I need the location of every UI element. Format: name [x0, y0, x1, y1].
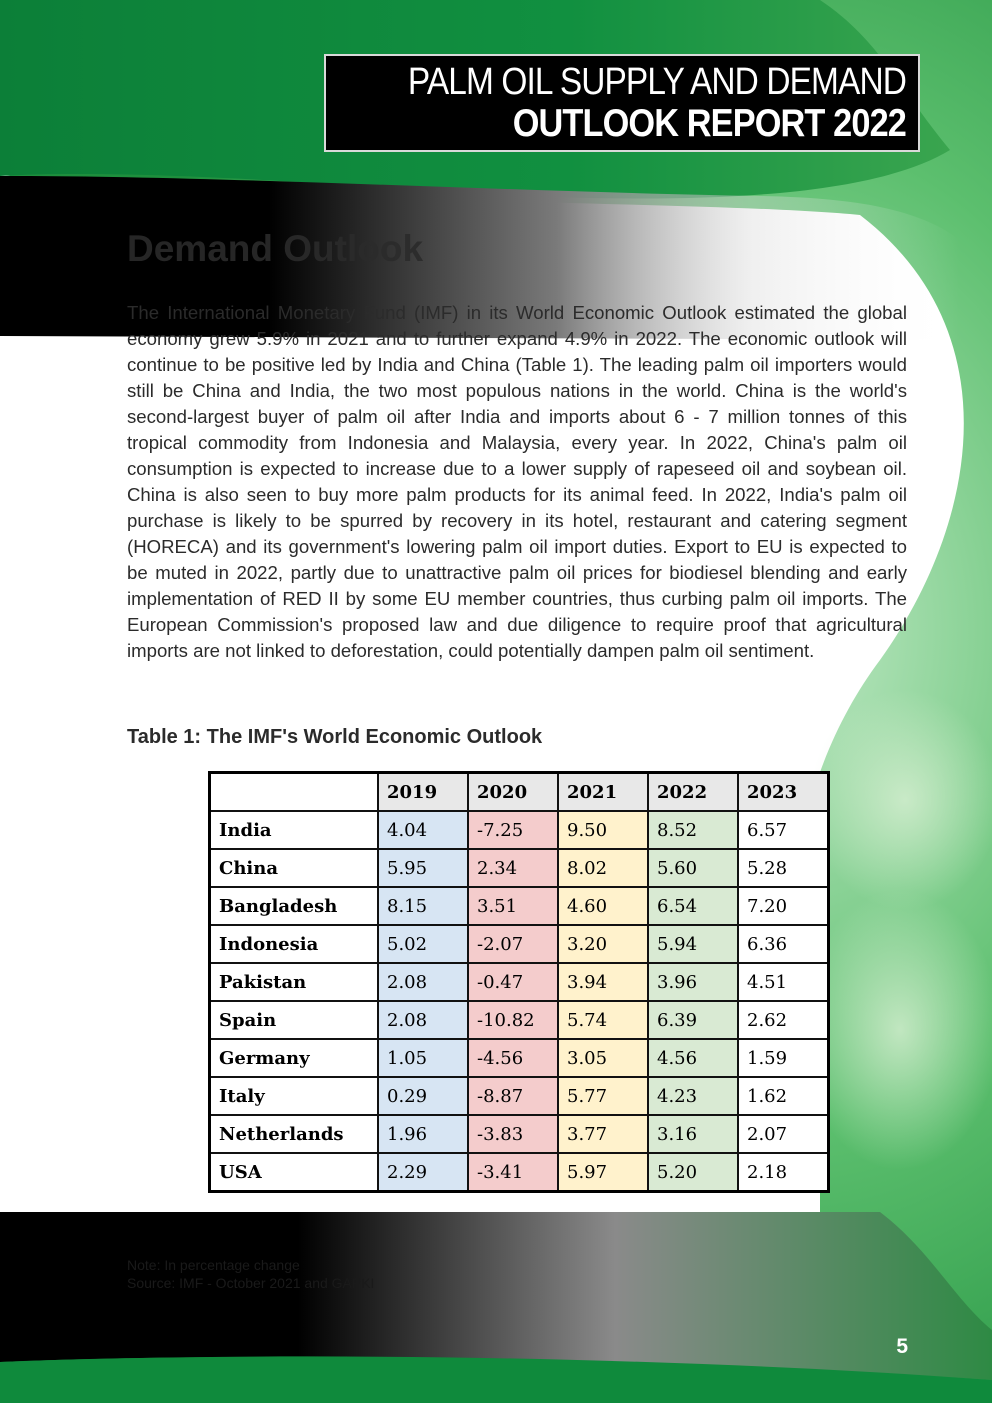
value-cell: 1.05 [378, 1039, 468, 1077]
value-cell: 6.54 [648, 887, 738, 925]
country-cell: China [210, 849, 379, 887]
value-cell: 0.29 [378, 1077, 468, 1115]
value-cell: 3.94 [558, 963, 648, 1001]
value-cell: 3.96 [648, 963, 738, 1001]
value-cell: -3.41 [468, 1153, 558, 1192]
value-cell: -7.25 [468, 811, 558, 849]
value-cell: 2.34 [468, 849, 558, 887]
table-row [210, 1115, 829, 1153]
table-header-cell: 2022 [648, 773, 738, 812]
value-cell: 3.16 [648, 1115, 738, 1153]
report-title-line1: PALM OIL SUPPLY AND DEMAND [407, 61, 906, 103]
table-row [210, 849, 829, 887]
value-cell: 6.36 [738, 925, 829, 963]
value-cell: 8.02 [558, 849, 648, 887]
value-cell: 5.94 [648, 925, 738, 963]
section-heading: Demand Outlook [127, 228, 424, 269]
value-cell: 6.39 [648, 1001, 738, 1039]
value-cell: 1.96 [378, 1115, 468, 1153]
value-cell: 2.62 [738, 1001, 829, 1039]
country-cell: USA [210, 1153, 379, 1192]
value-cell: 2.07 [738, 1115, 829, 1153]
value-cell: 1.59 [738, 1039, 829, 1077]
value-cell: 2.08 [378, 963, 468, 1001]
value-cell: 7.20 [738, 887, 829, 925]
value-cell: 5.77 [558, 1077, 648, 1115]
value-cell: 3.20 [558, 925, 648, 963]
value-cell: -4.56 [468, 1039, 558, 1077]
report-title-banner [324, 54, 920, 152]
table-header-cell: 2021 [558, 773, 648, 812]
value-cell: -3.83 [468, 1115, 558, 1153]
table-row [210, 963, 829, 1001]
value-cell: 4.04 [378, 811, 468, 849]
country-cell: Netherlands [210, 1115, 379, 1153]
value-cell: 5.20 [648, 1153, 738, 1192]
value-cell: 1.62 [738, 1077, 829, 1115]
country-cell: Germany [210, 1039, 379, 1077]
table-notes [127, 1256, 374, 1292]
value-cell: 3.77 [558, 1115, 648, 1153]
value-cell: 6.57 [738, 811, 829, 849]
value-cell: 5.02 [378, 925, 468, 963]
note-text: Note: In percentage change [127, 1257, 300, 1273]
country-cell: Bangladesh [210, 887, 379, 925]
section-body-paragraph: The International Monetary Fund (IMF) in its World Economic Outlook estimated the global economy grew 5.9% in 2021 and to further expand 4.9% in 2022. The economic outlook will continue to be positive led by India and China (Table 1). The leading palm oil importers would still be China and India, the two most populous nations in the world. China is the world's second-largest buyer of palm oil after India and imports about 6 - 7 million tonnes of this tropical commodity from Indonesia and Malaysia, every year. In 2022, China's palm oil consumption is expected to increase due to a lower supply of rapeseed oil and soybean oil. China is also seen to buy more palm products for its animal feed. In 2022, India's palm oil purchase is likely to be spurred by recovery in its hotel, restaurant and catering segment (HORECA) and its government's lowering palm oil import duties. Export to EU is expected to be muted in 2022, partly due to unattractive palm oil prices for biodiesel blending and early implementation of RED II by some EU member countries, thus curbing palm oil imports. The European Commission's proposed law and due diligence to require proof that agricultural imports are not linked to deforestation, could potentially dampen palm oil sentiment. [127, 302, 907, 661]
value-cell: 3.51 [468, 887, 558, 925]
table-header-cell: 2019 [378, 773, 468, 812]
value-cell: 8.15 [378, 887, 468, 925]
country-cell: Spain [210, 1001, 379, 1039]
value-cell: 2.18 [738, 1153, 829, 1192]
value-cell: 4.23 [648, 1077, 738, 1115]
table-header-cell [210, 773, 379, 812]
table-header-cell: 2020 [468, 773, 558, 812]
country-cell: Italy [210, 1077, 379, 1115]
table-row [210, 925, 829, 963]
table-row [210, 1077, 829, 1115]
country-cell: Pakistan [210, 963, 379, 1001]
value-cell: 4.56 [648, 1039, 738, 1077]
value-cell: 2.08 [378, 1001, 468, 1039]
value-cell: -2.07 [468, 925, 558, 963]
value-cell: 3.05 [558, 1039, 648, 1077]
table-row [210, 811, 829, 849]
imf-outlook-table [208, 771, 830, 1193]
value-cell: 2.29 [378, 1153, 468, 1192]
value-cell: 8.52 [648, 811, 738, 849]
value-cell: 5.74 [558, 1001, 648, 1039]
value-cell: 9.50 [558, 811, 648, 849]
table-row [210, 1153, 829, 1192]
country-cell: India [210, 811, 379, 849]
value-cell: 4.60 [558, 887, 648, 925]
value-cell: 4.51 [738, 963, 829, 1001]
page-number: 5 [896, 1335, 908, 1358]
value-cell: 5.28 [738, 849, 829, 887]
value-cell: -10.82 [468, 1001, 558, 1039]
table-title: Table 1: The IMF's World Economic Outlook [127, 726, 543, 748]
table-row [210, 887, 829, 925]
table-row [210, 1001, 829, 1039]
value-cell: 5.95 [378, 849, 468, 887]
table-header-row [210, 773, 829, 812]
value-cell: -8.87 [468, 1077, 558, 1115]
value-cell: -0.47 [468, 963, 558, 1001]
table-header-cell: 2023 [738, 773, 829, 812]
value-cell: 5.97 [558, 1153, 648, 1192]
table-row [210, 1039, 829, 1077]
source-text: Source: IMF - October 2021 and GAPKI [127, 1275, 375, 1291]
country-cell: Indonesia [210, 925, 379, 963]
report-title-line2: OUTLOOK REPORT 2022 [512, 102, 906, 145]
value-cell: 5.60 [648, 849, 738, 887]
